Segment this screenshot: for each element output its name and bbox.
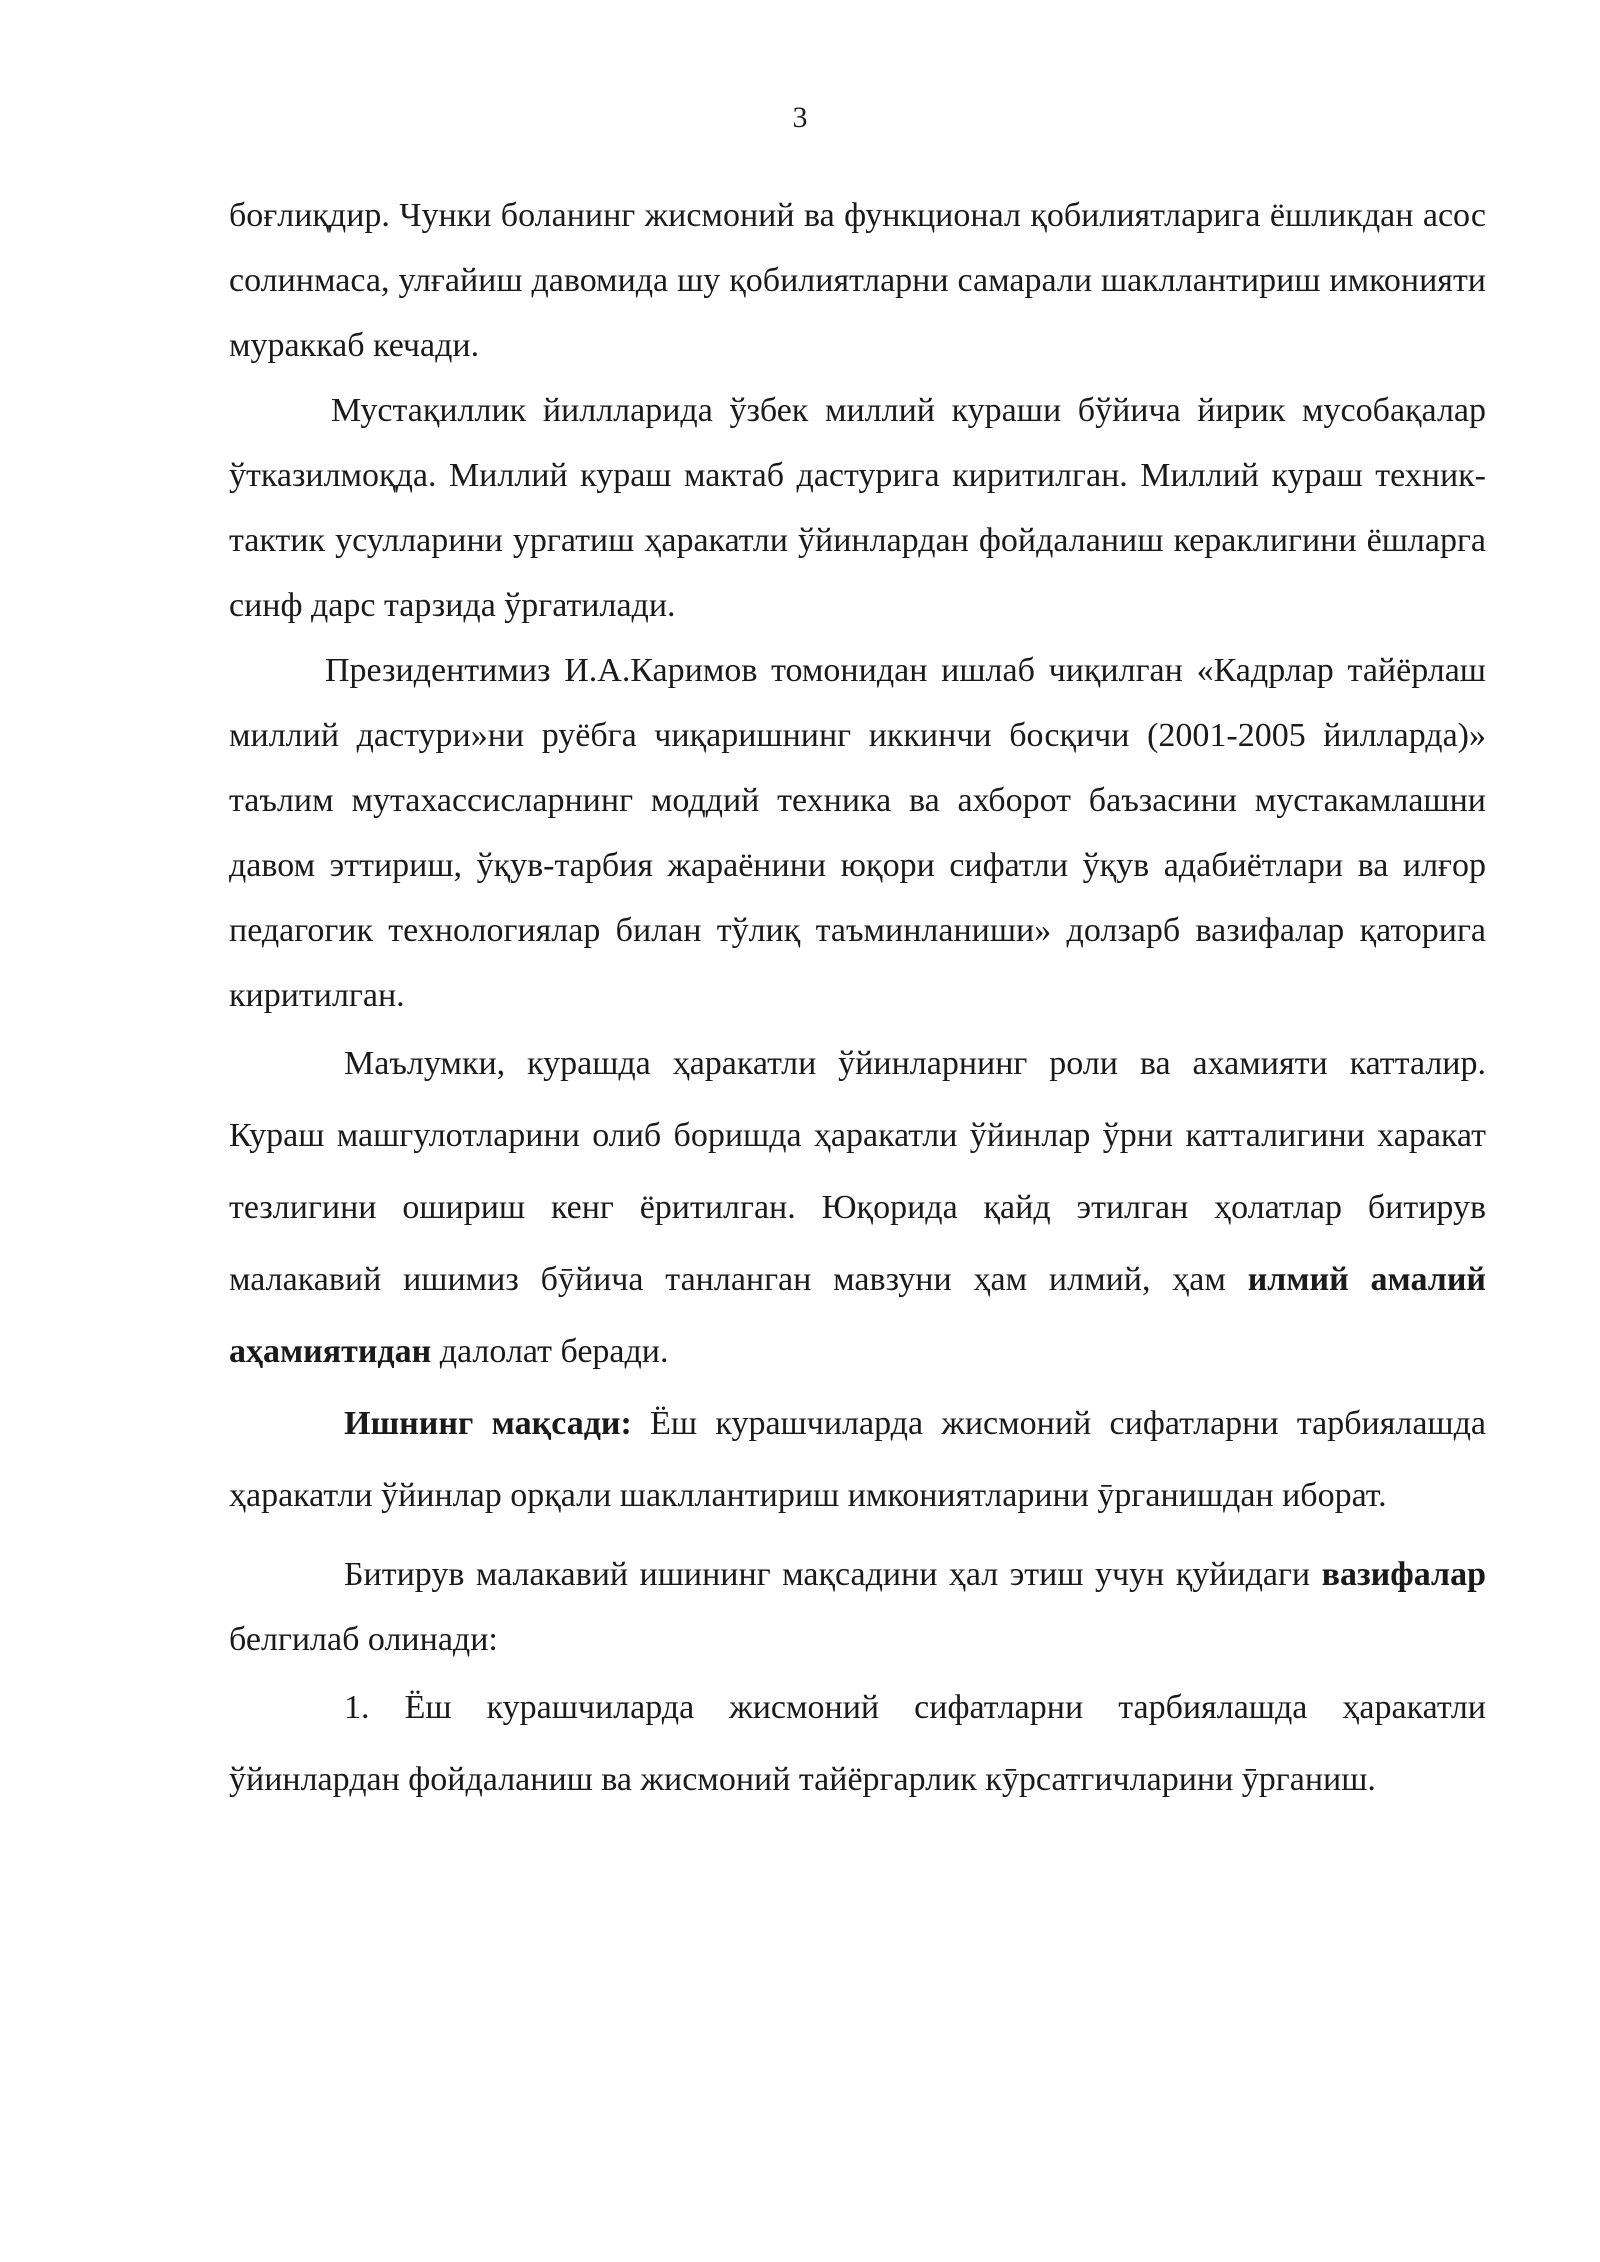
tasks-word: вазифалар [1321, 1556, 1486, 1593]
paragraph-text: Маълумки, курашда ҳаракатли ўйинларнинг роли ва ахамияти катталир. Кураш машгулотларини олиб боришда ҳаракатли ўйинлар ўрни катталигини харакат тезлигини ошириш кенг ёритилган. Юқорида қайд этилган ҳолатлар битирув малакавий ишимиз бӯйича танланган мавзуни ҳам илмий, ҳам [229, 1045, 1486, 1298]
paragraph-continuation: боғлиқдир. Чунки боланинг жисмоний ва функционал қобилиятларига ёшликдан асос солинмаса, улғайиш давомида шу қобилиятларни самарали шакллантириш имконияти мураккаб кечади. [229, 197, 1486, 364]
paragraph-national-program: Президентимиз И.А.Каримов томонидан ишлаб чиқилган «Кадрлар тайёрлаш миллий дастури»ни руёбга чиқаришнинг иккинчи босқичи (2001-2005 йилларда)» таълим мутахассисларнинг моддий техника ва ахборот баъзасини мустакамлашни давом эттириш, ўқув-тарбия жараёнини юқори сифатли ўқув адабиётлари ва илғор педагогик технологиялар билан тўлиқ таъминланиши» долзарб вазифалар қаторига киритилган. [229, 652, 1486, 1014]
paragraph-text: белгилаб олинади: [229, 1621, 498, 1658]
paragraph-independence-years: Мустақиллик йиллларида ўзбек миллий кураши бўйича йирик мусобақалар ўтказилмоқда. Миллий кураш мактаб дастурига киритилган. Миллий кураш техник-тактик усулларини ургатиш ҳаракатли ўйинлардан фойдаланиш кераклигини ёшларга синф дарс тарзида ўргатилади. [229, 392, 1486, 624]
paragraph-work-goal [229, 1388, 1486, 1532]
goal-heading: Ишнинг мақсади: [344, 1405, 632, 1442]
page-number: 3 [792, 101, 808, 134]
document-body [229, 183, 1486, 1816]
paragraph-text: Битирув малакавий ишининг мақсадини ҳал этиш учун қуйидаги [344, 1556, 1322, 1593]
paragraph-tasks-intro [229, 1542, 1486, 1672]
paragraph-games-role [229, 1028, 1486, 1388]
list-item-task-1: 1. Ёш курашчиларда жисмоний сифатларни тарбиялашда ҳаракатли ўйинлардан фойдаланиш ва жисмоний тайёргарлик кӯрсатгичларини ӯрганиш. [229, 1689, 1486, 1798]
goal-text: Ёш курашчиларда жисмоний сифатларни тарбиялашда ҳаракатли ўйинлар орқали шакллантириш имкониятларини ӯрганишдан иборат. [229, 1405, 1486, 1514]
paragraph-text: далолат беради. [431, 1333, 669, 1370]
bold-phrase: илмий амалий аҳамиятидан [229, 1261, 1486, 1370]
